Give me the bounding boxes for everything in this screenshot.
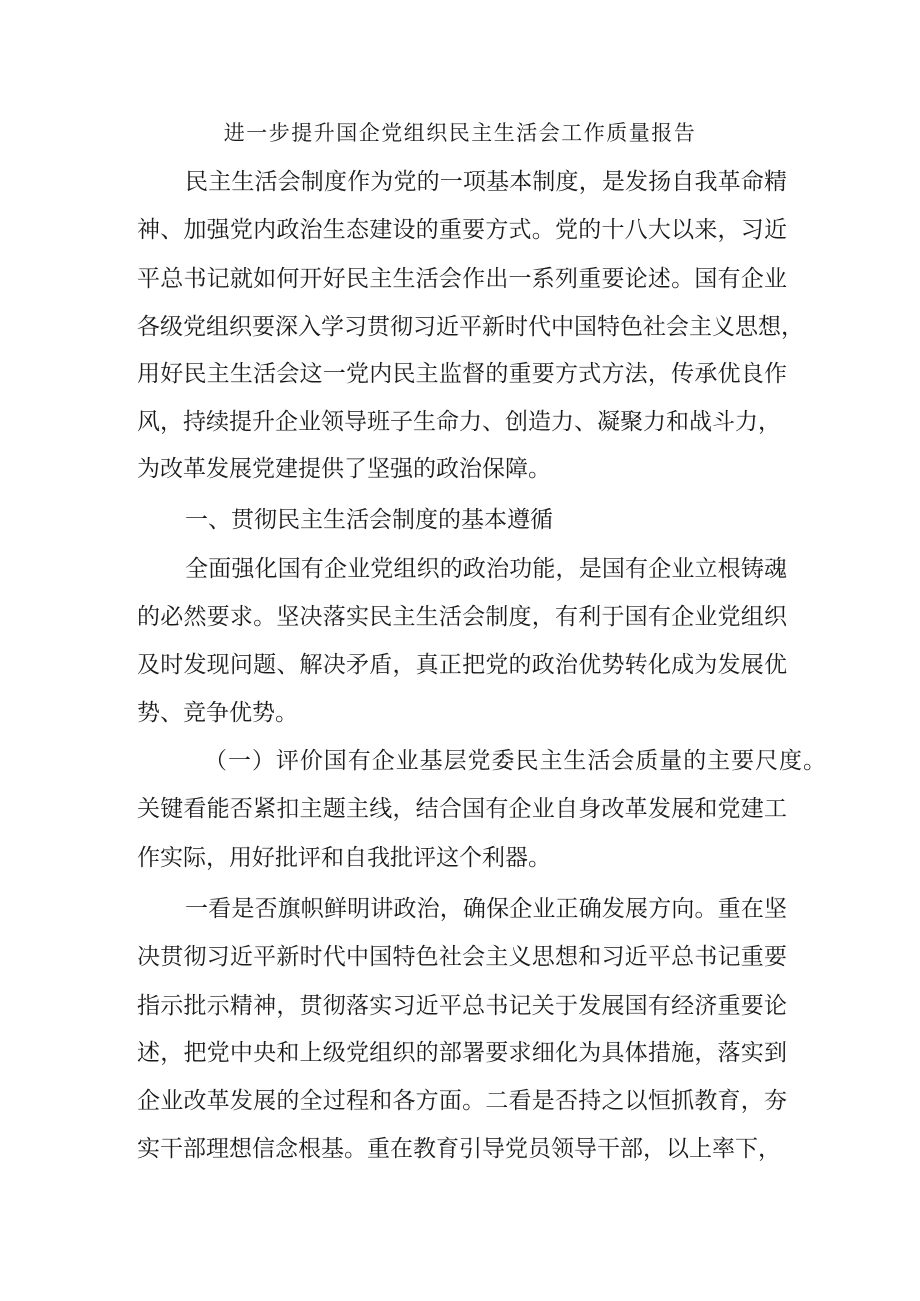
document-title: 进一步提升国企党组织民主生活会工作质量报告 bbox=[223, 121, 697, 145]
paragraph-line: 一看是否旗帜鲜明讲政治，确保企业正确发展方向。重在坚 bbox=[185, 896, 787, 922]
paragraph-line: 作实际，用好批评和自我批评这个利器。 bbox=[137, 845, 551, 871]
paragraph-line: 述，把党中央和上级党组织的部署要求细化为具体措施，落实到 bbox=[137, 1040, 787, 1066]
subsection-heading: （一）评价国有企业基层党委民主生活会质量的主要尺度。 bbox=[204, 748, 826, 774]
paragraph-line: 指示批示精神，贯彻落实习近平总书记关于发展国有经济重要论 bbox=[137, 993, 787, 1019]
paragraph-line: 为改革发展党建提供了坚强的政治保障。 bbox=[137, 456, 551, 482]
paragraph-line: 势、竞争优势。 bbox=[137, 700, 298, 726]
paragraph-line: 关键看能否紧扣主题主线，结合国有企业自身改革发展和党建工 bbox=[137, 796, 787, 822]
paragraph-line: 平总书记就如何开好民主生活会作出一系列重要论述。国有企业 bbox=[137, 266, 787, 292]
paragraph-line: 实干部理想信念根基。重在教育引导党员领导干部，以上率下， bbox=[137, 1136, 781, 1162]
section-heading: 一、贯彻民主生活会制度的基本遵循 bbox=[185, 507, 553, 533]
paragraph-line: 决贯彻习近平新时代中国特色社会主义思想和习近平总书记重要 bbox=[137, 944, 787, 970]
paragraph-line: 的必然要求。坚决落实民主生活会制度，有利于国有企业党组织 bbox=[137, 604, 787, 630]
paragraph-line: 全面强化国有企业党组织的政治功能，是国有企业立根铸魂 bbox=[185, 556, 787, 582]
paragraph-line: 民主生活会制度作为党的一项基本制度，是发扬自我革命精 bbox=[185, 169, 787, 195]
paragraph-line: 各级党组织要深入学习贯彻习近平新时代中国特色社会主义思想， bbox=[137, 314, 804, 340]
paragraph-line: 企业改革发展的全过程和各方面。二看是否持之以恒抓教育，夯 bbox=[137, 1088, 787, 1114]
paragraph-line: 风，持续提升企业领导班子生命力、创造力、凝聚力和战斗力， bbox=[137, 409, 781, 435]
paragraph-line: 及时发现问题、解决矛盾，真正把党的政治优势转化成为发展优 bbox=[137, 652, 787, 678]
paragraph-line: 用好民主生活会这一党内民主监督的重要方式方法，传承优良作 bbox=[137, 361, 787, 387]
paragraph-line: 神、加强党内政治生态建设的重要方式。党的十八大以来，习近 bbox=[137, 217, 787, 243]
